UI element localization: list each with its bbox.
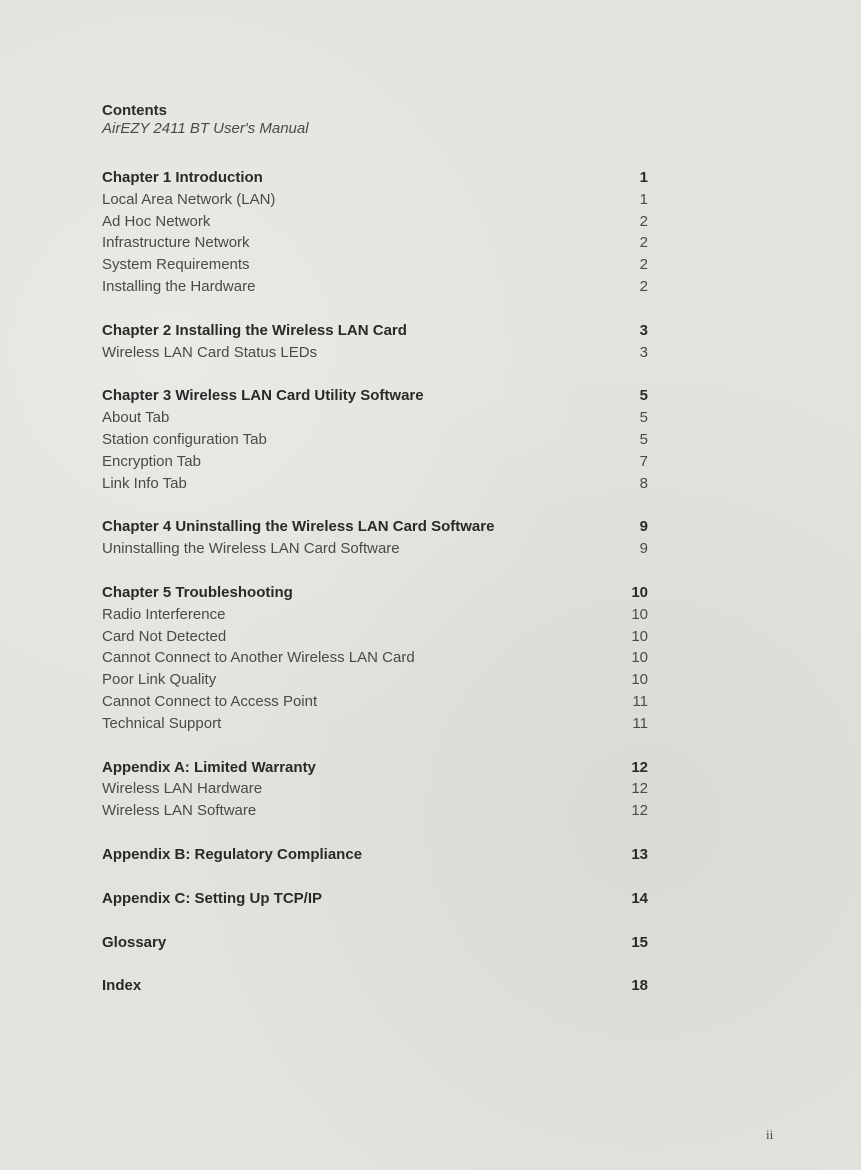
toc-chapter-title: Appendix A: Limited Warranty bbox=[102, 758, 316, 776]
toc-entry bbox=[102, 211, 648, 233]
contents-header bbox=[102, 102, 662, 138]
toc-entry-title: Wireless LAN Hardware bbox=[102, 780, 263, 798]
toc-entry-page: 12 bbox=[631, 780, 648, 798]
toc-chapter-page: 12 bbox=[631, 758, 648, 776]
page-number: ii bbox=[766, 1127, 774, 1142]
toc-entry-page: 11 bbox=[632, 714, 648, 732]
toc-chapter-title: Index bbox=[102, 977, 142, 995]
table-of-contents bbox=[102, 167, 648, 1019]
toc-chapter-page: 15 bbox=[631, 933, 648, 951]
toc-chapter-page: 10 bbox=[631, 583, 648, 601]
toc-chapter-title: Appendix B: Regulatory Compliance bbox=[102, 845, 363, 863]
toc-entry bbox=[102, 451, 648, 473]
toc-entry-page: 5 bbox=[639, 409, 648, 427]
toc-entry bbox=[102, 189, 648, 211]
toc-entry bbox=[102, 407, 648, 429]
toc-section bbox=[102, 167, 648, 298]
toc-chapter-page: 5 bbox=[639, 387, 648, 405]
toc-entry bbox=[102, 429, 648, 451]
toc-entry bbox=[102, 691, 648, 713]
toc-chapter-page: 13 bbox=[631, 845, 648, 863]
toc-entry-title: System Requirements bbox=[102, 256, 250, 274]
contents-title: Contents bbox=[102, 102, 167, 119]
toc-entry-title: Technical Support bbox=[102, 714, 222, 732]
toc-chapter-page: 1 bbox=[639, 169, 648, 186]
toc-entry-title: Card Not Detected bbox=[102, 627, 227, 645]
toc-entry-title: Local Area Network (LAN) bbox=[102, 190, 276, 208]
toc-chapter-title: Chapter 5 Troubleshooting bbox=[102, 583, 293, 601]
toc-entry bbox=[102, 538, 648, 560]
toc-entry-title: Ad Hoc Network bbox=[102, 212, 211, 230]
toc-entry-page: 2 bbox=[639, 234, 648, 252]
toc-entry bbox=[102, 626, 648, 648]
toc-entry-page: 3 bbox=[639, 343, 648, 361]
toc-entry-page: 10 bbox=[631, 627, 648, 645]
toc-entry-title: Installing the Hardware bbox=[102, 277, 256, 295]
toc-section bbox=[102, 516, 648, 560]
toc-chapter-title: Chapter 3 Wireless LAN Card Utility Software bbox=[102, 387, 424, 405]
toc-entry-page: 8 bbox=[639, 474, 648, 492]
toc-chapter-title: Chapter 2 Installing the Wireless LAN Card bbox=[102, 321, 407, 339]
toc-chapter-entry bbox=[102, 582, 648, 604]
toc-entry-page: 2 bbox=[639, 212, 648, 230]
toc-section bbox=[102, 582, 648, 735]
toc-entry-page: 7 bbox=[639, 452, 648, 470]
toc-entry-title: Radio Interference bbox=[102, 605, 226, 623]
toc-section bbox=[102, 320, 648, 364]
toc-entry-title: About Tab bbox=[102, 409, 170, 427]
toc-entry-page: 5 bbox=[639, 430, 648, 448]
toc-entry bbox=[102, 669, 648, 691]
toc-chapter-entry bbox=[102, 932, 648, 954]
toc-entry-page: 9 bbox=[639, 540, 648, 558]
toc-chapter-entry bbox=[102, 888, 648, 910]
toc-chapter-title: Chapter 1 Introduction bbox=[102, 169, 263, 186]
toc-entry bbox=[102, 232, 648, 254]
toc-entry-title: Wireless LAN Software bbox=[102, 802, 257, 820]
toc-section bbox=[102, 888, 648, 910]
toc-chapter-entry bbox=[102, 975, 648, 997]
toc-entry-page: 12 bbox=[631, 802, 648, 820]
toc-chapter-page: 18 bbox=[631, 977, 648, 995]
toc-entry-page: 1 bbox=[639, 190, 648, 208]
toc-chapter-entry bbox=[102, 757, 648, 779]
toc-entry bbox=[102, 800, 648, 822]
toc-entry-title: Station configuration Tab bbox=[102, 430, 267, 448]
toc-entry-page: 10 bbox=[631, 649, 648, 667]
toc-entry-title: Wireless LAN Card Status LEDs bbox=[102, 343, 318, 361]
toc-chapter-title: Appendix C: Setting Up TCP/IP bbox=[102, 889, 322, 907]
toc-entry-title: Poor Link Quality bbox=[102, 671, 217, 689]
toc-chapter-entry bbox=[102, 385, 648, 407]
toc-entry-title: Infrastructure Network bbox=[102, 234, 250, 252]
toc-chapter-entry bbox=[102, 844, 648, 866]
toc-entry bbox=[102, 473, 648, 495]
toc-entry bbox=[102, 778, 648, 800]
toc-entry bbox=[102, 276, 648, 298]
toc-chapter-page: 3 bbox=[639, 321, 648, 339]
manual-subtitle: AirEZY 2411 BT User's Manual bbox=[102, 120, 309, 137]
toc-entry-page: 2 bbox=[639, 277, 648, 295]
toc-entry bbox=[102, 604, 648, 626]
toc-entry-title: Cannot Connect to Another Wireless LAN Card bbox=[102, 649, 415, 667]
toc-entry-title: Link Info Tab bbox=[102, 474, 187, 492]
toc-section bbox=[102, 975, 648, 997]
toc-entry bbox=[102, 713, 648, 735]
toc-entry-title: Uninstalling the Wireless LAN Card Software bbox=[102, 540, 400, 558]
toc-entry bbox=[102, 254, 648, 276]
toc-entry bbox=[102, 342, 648, 364]
toc-entry-page: 11 bbox=[632, 692, 648, 710]
toc-chapter-page: 14 bbox=[631, 889, 648, 907]
toc-chapter-entry bbox=[102, 167, 648, 189]
toc-chapter-entry bbox=[102, 320, 648, 342]
toc-entry-page: 2 bbox=[639, 256, 648, 274]
toc-chapter-title: Glossary bbox=[102, 933, 167, 951]
toc-chapter-entry bbox=[102, 516, 648, 538]
toc-section bbox=[102, 385, 648, 494]
toc-entry bbox=[102, 647, 648, 669]
toc-entry-title: Cannot Connect to Access Point bbox=[102, 692, 318, 710]
toc-chapter-title: Chapter 4 Uninstalling the Wireless LAN Card Software bbox=[102, 518, 495, 536]
toc-chapter-page: 9 bbox=[639, 518, 648, 536]
toc-section bbox=[102, 932, 648, 954]
toc-entry-title: Encryption Tab bbox=[102, 452, 201, 470]
toc-entry-page: 10 bbox=[631, 605, 648, 623]
toc-section bbox=[102, 844, 648, 866]
toc-entry-page: 10 bbox=[631, 671, 648, 689]
toc-section bbox=[102, 757, 648, 822]
